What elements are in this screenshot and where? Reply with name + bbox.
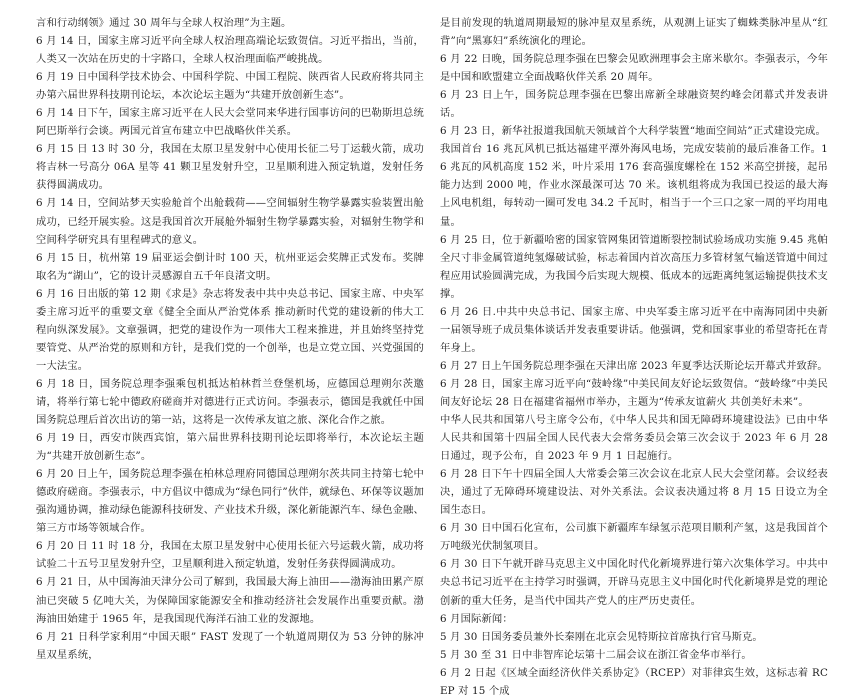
paragraph: 6 月 30 日中国石化宣布，公司旗下新疆库车绿氢示范项目顺利产氢，这是我国首个万吨级光伏制氢项目。 — [440, 522, 828, 553]
left-column — [36, 14, 424, 664]
paragraph: 6 月 30 日下午就开辟马克思主义中国化时代化新境界进行第六次集体学习。中共中央总书记习近平在主持学习时强调，开辟马克思主义中国化时代化新境界是党的理论创新的重大任务，是当代中国共产党人的庄严历史责任。 — [440, 558, 828, 607]
paragraph: 是目前发现的轨道周期最短的脉冲星双星系统，从观测上证实了蜘蛛类脉冲星从“红背”向“黑寡妇”系统演化的理论。 — [440, 17, 828, 48]
right-column — [440, 14, 828, 700]
paragraph: 5 月 30 日国务委员兼外长秦刚在北京会见特斯拉首席执行官马斯克。 — [440, 630, 763, 643]
section-heading: 6 月国际新闻： — [440, 612, 513, 625]
paragraph: 5 月 30 至 31 日中非智库论坛第十二届会议在浙江省金华市举行。 — [440, 648, 752, 661]
paragraph: 6 月 16 日出版的第 12 期《求是》杂志将发表中共中央总书记、国家主席、中央军委主席习近平的重要文章《健全全面从严治党体系 推动新时代党的建设新的伟大工程向纵深发展》。文章强调，把党的建设作为一项伟大工程来推进，并且始终坚持党要管党、从严治党的原则和方针，是我们党的一个创举，也是立党立国、兴党强国的一大法宝。 — [36, 287, 424, 372]
paragraph: 我国首台 16 兆瓦风机已抵达福建平潭外海风电场，完成安装前的最后准备工作。16 兆瓦的风机高度 152 米，叶片采用 176 套高强度螺栓在 152 米高空拼接，起吊能力达到 2000 吨，作业水深最深可达 70 米。该机组将成为我国已投运的最大海上风电机组，每转动一圈可发电 34.2 千瓦时，相当于一个三口之家一周的平均用电量。 — [440, 143, 828, 228]
paragraph: 6 月 21 日科学家利用“中国天眼” FAST 发现了一个轨道周期仅为 53 分钟的脉冲星双星系统， — [36, 630, 424, 661]
paragraph: 6 月 25 日，位于新疆哈密的国家管网集团管道断裂控制试验场成功实施 9.45 兆帕全尺寸非金属管道纯氢爆破试验，标志着国内首次高压力多管材氢气输送管道中间过程应用试验圆满完成，为我国今后实现大规模、低成本的远距离纯氢运输提供技术支撑。 — [440, 233, 828, 300]
paragraph: 6 月 27 日上午国务院总理李强在天津出席 2023 年夏季达沃斯论坛开幕式并致辞。 — [440, 359, 828, 372]
paragraph: 6 月 21 日，从中国海油天津分公司了解到，我国最大海上油田——渤海油田累产原油已突破 5 亿吨大关，为保障国家能源安全和推动经济社会发展作出重要贡献。渤海油田始建于 1965 年，是我国现代海洋石油工业的发源地。 — [36, 576, 424, 625]
paragraph: 6 月 23 日上午，国务院总理李强在巴黎出席新全球融资契约峰会闭幕式并发表讲话。 — [440, 89, 828, 120]
paragraph: 6 月 22 日晚，国务院总理李强在巴黎会见欧洲理事会主席米歇尔。李强表示，今年是中国和欧盟建立全面战略伙伴关系 20 周年。 — [440, 53, 828, 84]
paragraph: 6 月 26 日.中共中央总书记、国家主席、中央军委主席习近平在中南海同团中央新一届领导班子成员集体谈话并发表重要讲话。他强调，党和国家事业的希望寄托在青年身上。 — [440, 305, 828, 354]
paragraph: 6 月 15 日 13 时 30 分，我国在太原卫星发射中心使用长征二号丁运载火箭，成功将吉林一号高分 06A 星等 41 颗卫星发射升空，卫星顺利进入预定轨道，发射任务获得圆满成功。 — [36, 143, 424, 192]
paragraph: 6 月 20 日上午，国务院总理李强在柏林总理府同德国总理朔尔茨共同主持第七轮中德政府磋商。李强表示，中方倡议中德成为“绿色同行”伙伴，就绿色、环保等议题加强沟通协调，推动绿色能源科技研发、产业技术升级，深化新能源汽车、绿色金融、第三方市场等领域合作。 — [36, 468, 424, 535]
paragraph: 6 月 2 日起《区域全面经济伙伴关系协定》（RCEP）对菲律宾生效，这标志着 RCEP 对 15 个成 — [440, 666, 828, 697]
paragraph: 6 月 28 日，国家主席习近平向“鼓岭缘”中美民间友好论坛致贺信。“鼓岭缘”中美民间友好论坛 28 日在福建省福州市举办，主题为“传承友谊薪火 共创美好未来”。 — [440, 377, 828, 408]
paragraph: 6 月 14 日，国家主席习近平向全球人权治理高端论坛致贺信。习近平指出，当前，人类又一次站在历史的十字路口，全球人权治理面临严峻挑战。 — [36, 35, 424, 66]
paragraph: 6 月 28 日下午十四届全国人大常委会第三次会议在北京人民大会堂闭幕。会议经表决，通过了无障碍环境建设法、对外关系法。会议表决通过将 8 月 15 日设立为全国生态日。 — [440, 468, 828, 517]
paragraph: 6 月 14 日下午，国家主席习近平在人民大会堂同来华进行国事访问的巴勒斯坦总统阿巴斯举行会谈。两国元首宣布建立中巴战略伙伴关系。 — [36, 107, 424, 138]
paragraph: 6 月 18 日，国务院总理李强乘包机抵达柏林哲兰登堡机场，应德国总理朔尔茨邀请，将举行第七轮中德政府磋商并对德进行正式访问。李强表示，德国是我就任中国国务院总理后首次出访的第一站，这将是一次传承友谊之旅、深化合作之旅。 — [36, 377, 424, 427]
paragraph: 6 月 15 日，杭州第 19 届亚运会倒计时 100 天，杭州亚运会奖牌正式发布。奖牌取名为“湖山”，它的设计灵感源自五千年良渚文明。 — [36, 251, 424, 282]
paragraph: 6 月 19 日，西安市陕西宾馆，第六届世界科技期刊论坛即将举行，本次论坛主题为“共建开放创新生态”。 — [36, 432, 424, 463]
paragraph: 6 月 14 日，空间站梦天实验舱首个出舱载荷——空间辐射生物学暴露实验装置出舱成功，已经开展实验。这是我国首次开展舱外辐射生物学暴露实验，对辐射生物学和空间科学研究具有里程碑式的意义。 — [36, 197, 424, 246]
paragraph: 6 月 19 日中国科学技术协会、中国科学院、中国工程院、陕西省人民政府将共同主办第六届世界科技期刊论坛，本次论坛主题为“共建开放创新生态”。 — [36, 71, 424, 102]
paragraph: 6 月 23 日，新华社报道我国航天领域首个大科学装置“地面空间站”正式建设完成。 — [440, 125, 826, 138]
paragraph: 中华人民共和国第八号主席令公布，《中华人民共和国无障碍环境建设法》已由中华人民共和国第十四届全国人民代表大会常务委员会第三次会议于 2023 年 6 月 28 日通过，现予公布，自 2023 年 9 月 1 日起施行。 — [440, 414, 828, 463]
paragraph: 言和行动纲领》通过 30 周年与全球人权治理”为主题。 — [36, 17, 292, 29]
paragraph: 6 月 20 日 11 时 18 分，我国在太原卫星发射中心使用长征六号运载火箭，成功将试验二十五号卫星发射升空，卫星顺利进入预定轨道，发射任务获得圆满成功。 — [36, 540, 424, 571]
